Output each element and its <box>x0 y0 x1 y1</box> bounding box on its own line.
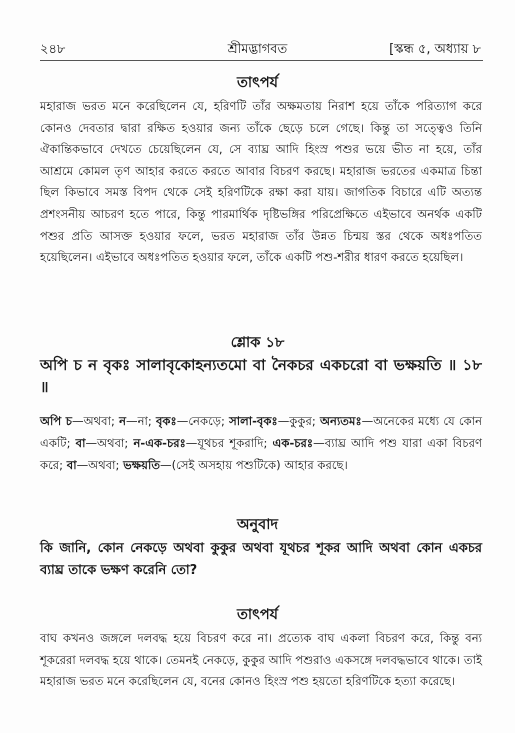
synonym-word: ন-এক-চরঃ <box>133 436 186 450</box>
verse-text: অপি চ ন বৃকঃ সালাবৃকোহন্যতমো বা নৈকচর একচরো বা ভক্ষয়তি ॥ ১৮ ॥ <box>40 356 482 396</box>
synonym-meaning: —অথবা; <box>72 414 120 428</box>
section-reference: [স্কন্ধ ৫, অধ্যায় ৮ <box>389 42 481 57</box>
synonym-meaning: —অনেকের মধ্যে যে কোন একটি; <box>40 414 482 450</box>
synonym-word: অন্যতমঃ <box>319 414 362 428</box>
synonym-meaning: —অথবা; <box>76 458 124 472</box>
synonym-meaning: —নেকড়ে; <box>176 414 230 428</box>
synonym-word: ন <box>119 414 127 428</box>
purport-heading: তাৎপর্য <box>236 75 279 91</box>
synonym-word: বা <box>75 436 86 450</box>
purport-paragraph-2: বাঘ কখনও জঙ্গলে দলবদ্ধ হয়ে বিচরণ করে না। প্রত্যেক বাঘ একলা বিচরণ করে, কিন্তু বন্য শূকরেরা দলবদ্ধ হয়ে থাকে। তেমনই নেকড়ে, কুকুর আদি পশুরাও একসঙ্গে দলবদ্ধভাবে থাকে। তাই মহারাজ ভরত মনে করেছিলেন যে, বনের কোনও হিংস্র পশু হয়তো হরিণটিকে হত্যা করেছে। <box>40 631 482 689</box>
synonym-word: সালা-বৃকঃ <box>229 414 278 428</box>
synonym-meaning: —না; <box>126 414 156 428</box>
synonym-meaning: —কুকুর; <box>277 414 320 428</box>
purport-heading-2: তাৎপর্য <box>236 607 279 623</box>
synonym-meaning: —ব্যাঘ্র আদি পশু যারা একা বিচরণ করে; <box>40 436 482 472</box>
synonym-meaning: —যূথচর শূকরাদি; <box>185 436 273 450</box>
synonym-word: এক-চরঃ <box>272 436 314 450</box>
translation-text: কি জানি, কোন নেকড়ে অথবা কুকুর অথবা যূথচর শূকর আদি অথবা কোন একচর ব্যাঘ্র তাকে ভক্ষণ করেনি তো? <box>40 541 482 578</box>
synonym-word: অপি চ <box>40 414 73 428</box>
synonym-word: বৃকঃ <box>155 414 177 428</box>
synonym-meaning: —অথবা; <box>85 436 134 450</box>
synonym-word: বা <box>66 458 77 472</box>
purport-paragraph: মহারাজ ভরত মনে করেছিলেন যে, হরিণটি তাঁর অক্ষমতায় নিরাশ হয়ে তাঁকে পরিত্যাগ করে কোনও দেবতার দ্বারা রক্ষিত হওয়ার জন্য তাঁকে ছেড়ে চলে গেছে। কিন্তু তা সত্ত্বেও তিনি ঐকান্তিকভাবে দেখতে চেয়েছিলেন যে, সে ব্যাঘ্র আদি হিংস্র পশুর ভয়ে ভীত না হয়ে, তাঁর আশ্রমে কোমল তৃণ আহার করতে করতে আবার বিচরণ করছে। মহারাজ ভরতের একমাত্র চিন্তা ছিল কিভাবে সমস্ত বিপদ থেকে সেই হরিণটিকে রক্ষা করা যায়। জাগতিক বিচারে এটি অত্যন্ত প্রশংসনীয় আচরণ হতে পারে, কিন্তু পারমার্থিক দৃষ্টিভঙ্গির পরিপ্রেক্ষিতে এইভাবে অনর্থক একটি পশুর প্রতি আসক্ত হওয়ার ফলে, ভরত মহারাজ তাঁর উন্নত চিন্ময় স্তর থেকে অধঃপতিত হয়েছিলেন। এইভাবে অধঃপতিত হওয়ার ফলে, তাঁকে একটি পশু-শরীর ধারণ করতে হয়েছিল। <box>40 99 483 265</box>
header-divider <box>40 60 483 61</box>
synonym-word: ভক্ষয়তি <box>123 458 161 472</box>
synonym-meaning: —(সেই অসহায় পশুটিকে) আহার করছে। <box>160 458 348 472</box>
verse-heading: শ্লোক ১৮ <box>230 335 285 351</box>
page-number: ২৪৮ <box>40 42 66 57</box>
translation-heading: অনুবাদ <box>236 517 279 533</box>
synonyms-paragraph <box>40 410 482 476</box>
book-title: শ্রীমদ্ভাগবত <box>227 42 288 57</box>
